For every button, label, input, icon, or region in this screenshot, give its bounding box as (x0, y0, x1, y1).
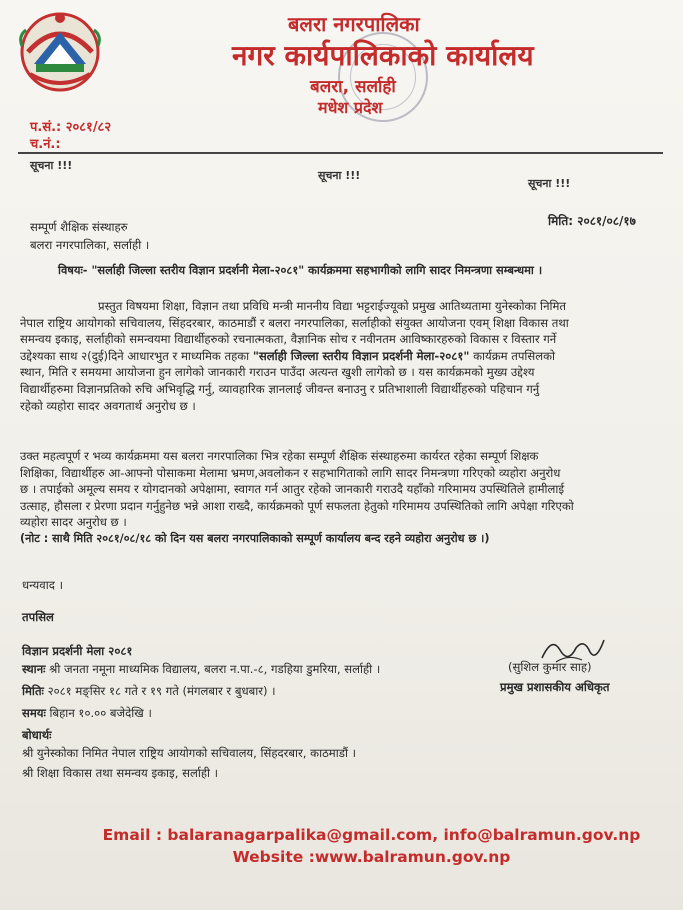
notice-label-left: सूचना !!! (30, 159, 73, 172)
office-address: बलरा, सर्लाही (310, 77, 396, 97)
footer-website: Website :www.balramun.gov.np (232, 848, 511, 866)
paragraph-line: प्रस्तुत विषयमा शिक्षा, विज्ञान तथा प्रविधि मन्त्री माननीय विद्या भट्टराईज्यूको प्रमुख आतिथ्यतामा युनेस्कोका निमित (98, 299, 567, 313)
paragraph-line: नेपाल राष्ट्रिय आयोगको सचिवालय, सिंहदरबार, काठमाडौं र बलरा नगरपालिका, सर्लाहीको संयुक्त आयोजना एवम् शिक्षा विकास तथा (20, 315, 569, 330)
paragraph-line: छ । तपाईको अमूल्य समय र योगदानको अपेक्षामा, स्वागत गर्न आतुर रहेको जानकारी गराउदै यहाँको गरिमामय उपस्थितिले हामीलाई (20, 482, 565, 497)
signatory-name: (सुशिल कुमार साह) (508, 660, 592, 674)
recipient-line-2: बलरा नगरपालिका, सर्लाही । (30, 238, 150, 252)
event-date (22, 684, 276, 699)
recipient-line-1: सम्पूर्ण शैक्षिक संस्थाहरु (30, 220, 128, 234)
paragraph-line: विद्यार्थीहरुमा विज्ञानप्रतिको रुचि अभिवृद्धि गर्नु, व्यावहारिक ज्ञानलाई जीवन्त बनाउनु र प्रतिभाशाली विद्यार्थीहरुको पहिचान गर्नु (20, 381, 540, 396)
date-label: मितिः (22, 684, 44, 698)
time-value: बिहान १०.०० बजेदेखि । (49, 706, 152, 720)
cc-line-2: श्री शिक्षा विकास तथा समन्वय इकाइ, सर्लाही । (22, 766, 219, 780)
signatory-title: प्रमुख प्रशासकीय अधिकृत (500, 680, 610, 694)
tapasil-heading: तपसिल (22, 610, 54, 624)
venue-value: श्री जनता नमूना माध्यमिक विद्यालय, बलरा न.पा.-८, गडहिया डुमरिया, सर्लाही । (49, 662, 381, 676)
time-label: समयः (22, 706, 46, 720)
municipality-name: बलरा नगरपालिका (288, 12, 420, 36)
venue-label: स्थानः (22, 662, 46, 676)
footer-email: Email : balaranagarpalika@gmail.com, info@balramun.gov.np (102, 826, 641, 844)
paragraph-line: उद्देश्यका साथ २(दुई)दिने आधारभुत र माध्यमिक तहका (20, 348, 250, 363)
letter-date: मिति: २०८१/०८/१७ (548, 214, 636, 228)
header-divider (18, 152, 663, 154)
office-title: नगर कार्यपालिकाको कार्यालय (232, 39, 534, 72)
event-time (22, 706, 152, 721)
date-value: २०८१ मङ्सिर १८ गते र १९ गते (मंगलबार र बुधबार) । (47, 684, 276, 698)
event-name-highlight: "सर्लाही जिल्ला स्तरीय विज्ञान प्रदर्शनी मेला-२०८१" (252, 348, 470, 363)
notice-label-center: सूचना !!! (318, 169, 361, 182)
paragraph-line: शिक्षिका, विद्यार्थीहरु आ-आफ्नो पोसाकमा मेलामा भ्रमण,अवलोकन र सहभागिताको लागि सादर निमन्त्रणा गरिएको व्यहोरा अनुरोध (20, 465, 561, 480)
paragraph-line: उत्साह, हौसला र प्रेरणा प्रदान गर्नुहुनेछ भन्ने आशा राख्दै, कार्यक्रमको पूर्ण सफलता हेतुको गरिमामय उपस्थितिको लागि अपेक्षा गरिएको (20, 498, 574, 513)
event-title: विज्ञान प्रदर्शनी मेला २०८१ (22, 644, 133, 658)
government-emblem-icon (14, 6, 106, 94)
cc-line-1: श्री युनेस्कोका निमित नेपाल राष्ट्रिय आयोगको सचिवालय, सिंहदरबार, काठमाडौं । (22, 746, 357, 760)
paragraph-line: उक्त महत्वपूर्ण र भव्य कार्यक्रममा यस बलरा नगरपालिका भित्र रहेका सम्पूर्ण शैक्षिक संस्थाहरुमा कार्यरत रहेका सम्पूर्ण शिक्षक (20, 449, 539, 463)
cc-label: बोधार्थः (22, 728, 52, 742)
province-name: मधेश प्रदेश (318, 98, 383, 117)
letter-subject: विषयः- "सर्लाही जिल्ला स्तरीय विज्ञान प्रदर्शनी मेला-२०८१" कार्यक्रममा सहभागीको लागि सादर निमन्त्रणा सम्बन्धमा । (58, 263, 543, 277)
paragraph-line: स्थान, मिति र समयमा आयोजना हुन लागेको जानकारी गराउन पाउँदा अत्यन्त खुशी लागेको छ । यस कार्यक्रमको मुख्य उद्देश्य (20, 365, 535, 380)
letter-reference-number: प.सं.: २०८१/८२ (30, 120, 112, 135)
notice-label-right: सूचना !!! (528, 177, 571, 190)
office-closure-note: (नोट : साथै मिति २०८१/०८/१८ को दिन यस बलरा नगरपालिकाको सम्पूर्ण कार्यालय बन्द रहने व्यहोरा अनुरोध छ ।) (20, 531, 490, 545)
body-paragraph-2 (20, 448, 665, 548)
body-paragraph-1 (20, 298, 665, 414)
paragraph-line: कार्यक्रम तपसिलको (473, 348, 556, 363)
paragraph-line: व्यहोरा सादर अनुरोध छ । (20, 515, 127, 530)
paragraph-line: समन्वय इकाइ, सर्लाहीको समन्वयमा विद्यार्थीहरुको रचनात्मकता, वैज्ञानिक सोच र नवीनतम आविष्कारहरुको विकास र विस्तार गर्ने (20, 332, 557, 347)
event-venue (22, 662, 380, 677)
paragraph-line: रहेको व्यहोरा सादर अवगतार्थ अनुरोध छ । (20, 398, 196, 413)
thanks-text: धन्यवाद । (22, 578, 63, 592)
dispatch-number: च.नं.: (30, 137, 61, 152)
